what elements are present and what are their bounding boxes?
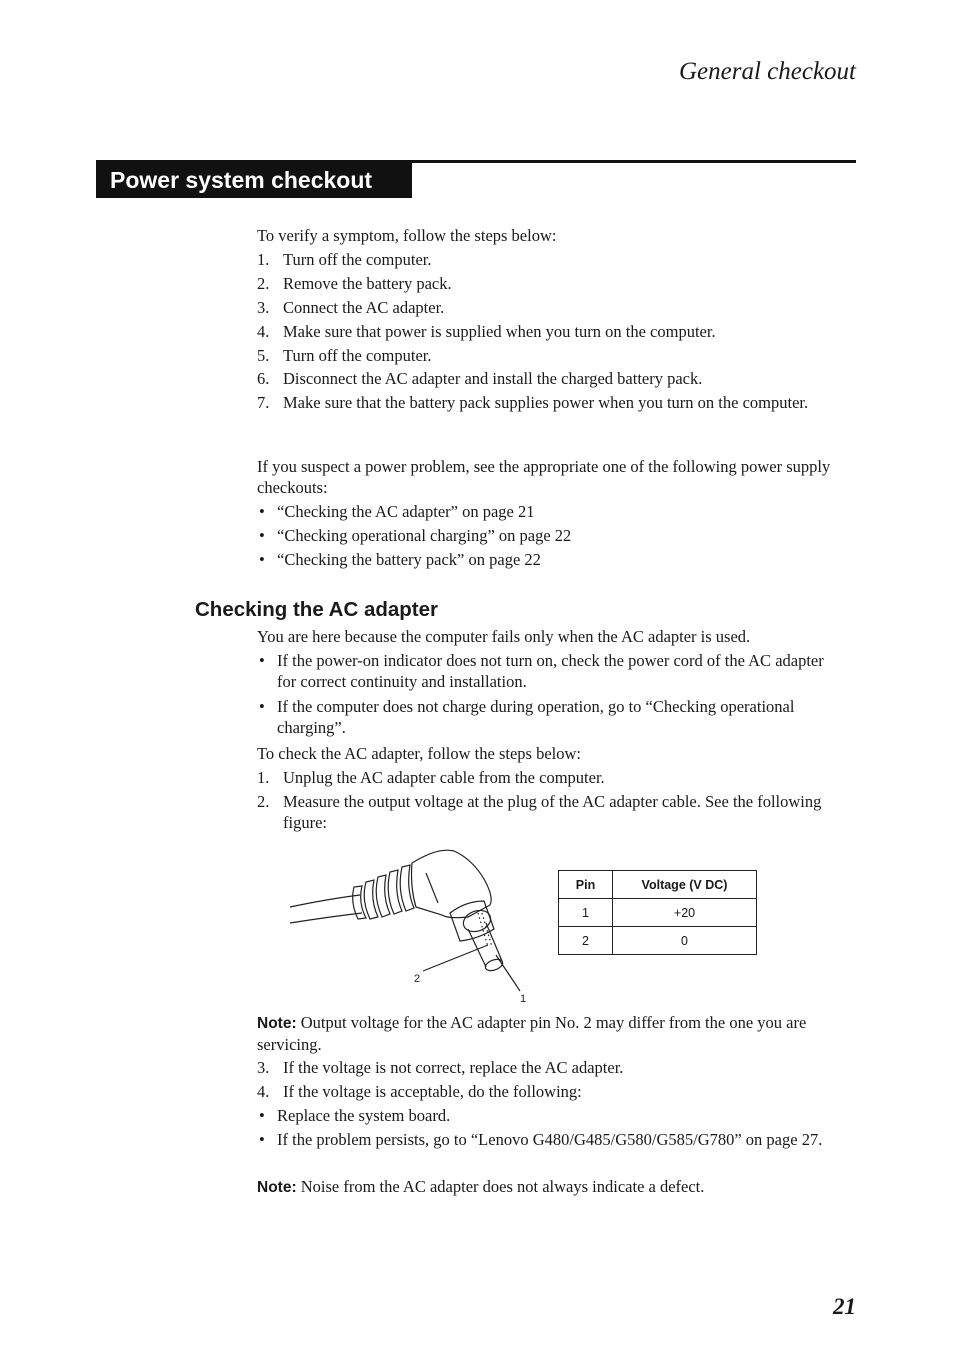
bullet: • xyxy=(259,502,265,521)
pin-label-1: 1 xyxy=(520,993,527,1005)
final-bullet-text: Replace the system board. xyxy=(277,1106,451,1125)
ac-intro-text: You are here because the computer fails only when the AC adapter is used. xyxy=(257,627,751,646)
table-row xyxy=(559,899,757,927)
step-text: Turn off the computer. xyxy=(283,250,432,269)
note-label: Note: xyxy=(257,1015,297,1032)
table-cell: 1 xyxy=(559,899,613,927)
table-row xyxy=(559,927,757,955)
pin-voltage-table xyxy=(558,870,757,955)
step-number: 4. xyxy=(257,322,270,341)
step-text: Connect the AC adapter. xyxy=(283,298,445,317)
final-bullet-text: If the problem persists, go to “Lenovo G480/G485/G580/G585/G780” on page 27. xyxy=(277,1130,823,1149)
ac-bullet-text: If the power-on indicator does not turn on, check the power cord of the AC adapter for correct continuity and installation. xyxy=(277,651,824,691)
step-text: If the voltage is not correct, replace the AC adapter. xyxy=(283,1058,624,1077)
step-text: Turn off the computer. xyxy=(283,346,432,365)
step-text: Disconnect the AC adapter and install the charged battery pack. xyxy=(283,369,703,388)
table-cell: 0 xyxy=(613,927,757,955)
header-pin: Pin xyxy=(559,871,613,899)
bullet: • xyxy=(259,526,265,545)
page-number: 21 xyxy=(833,1294,856,1319)
header-voltage: Voltage (V DC) xyxy=(613,871,757,899)
running-head: General checkout xyxy=(678,58,856,85)
ac-bullet-text: If the computer does not charge during operation, go to “Checking operational charging”. xyxy=(277,697,795,737)
step-text: If the voltage is acceptable, do the following: xyxy=(283,1082,582,1101)
step-text: Remove the battery pack. xyxy=(283,274,452,293)
table-cell: +20 xyxy=(613,899,757,927)
pin-label-2: 2 xyxy=(414,973,421,985)
ac-check-intro: To check the AC adapter, follow the steps below: xyxy=(257,744,581,763)
bullet: • xyxy=(259,550,265,569)
table-cell: 2 xyxy=(559,927,613,955)
step-number: 7. xyxy=(257,393,270,412)
step-text: Measure the output voltage at the plug of the AC adapter cable. See the following figure: xyxy=(283,792,822,832)
step-number: 5. xyxy=(257,346,270,365)
subsection-title: Checking the AC adapter xyxy=(195,598,439,621)
step-number: 6. xyxy=(257,369,270,388)
step-text: Unplug the AC adapter cable from the computer. xyxy=(283,768,605,787)
checkout-link-text: “Checking the AC adapter” on page 21 xyxy=(277,502,535,521)
step-text: Make sure that power is supplied when you turn on the computer. xyxy=(283,322,716,341)
step-number: 4. xyxy=(257,1082,270,1101)
checkout-link-text: “Checking operational charging” on page 22 xyxy=(277,526,572,545)
note-1 xyxy=(257,1012,857,1055)
step-number: 2. xyxy=(257,792,270,811)
bullet: • xyxy=(259,1130,265,1149)
note-2 xyxy=(257,1176,857,1198)
step-number: 3. xyxy=(257,298,270,317)
bullet: • xyxy=(259,1106,265,1125)
step-number: 1. xyxy=(257,250,270,269)
note-text: Noise from the AC adapter does not always indicate a defect. xyxy=(296,1177,705,1196)
note-label: Note: xyxy=(257,1179,297,1196)
step-number: 2. xyxy=(257,274,270,293)
suspect-paragraph: If you suspect a power problem, see the appropriate one of the following power supply checkouts: xyxy=(257,457,831,497)
plug-drawing xyxy=(290,850,520,991)
ac-adapter-plug-figure xyxy=(288,843,528,1008)
bullet: • xyxy=(259,651,265,670)
table-header-row xyxy=(559,871,757,899)
section-title: Power system checkout xyxy=(96,163,412,198)
step-number: 1. xyxy=(257,768,270,787)
step-number: 3. xyxy=(257,1058,270,1077)
note-text: Output voltage for the AC adapter pin No. 2 may differ from the one you are servicing. xyxy=(257,1013,807,1054)
checkout-link-text: “Checking the battery pack” on page 22 xyxy=(277,550,541,569)
intro-text: To verify a symptom, follow the steps below: xyxy=(257,226,557,245)
step-text: Make sure that the battery pack supplies power when you turn on the computer. xyxy=(283,393,809,412)
bullet: • xyxy=(259,697,265,716)
